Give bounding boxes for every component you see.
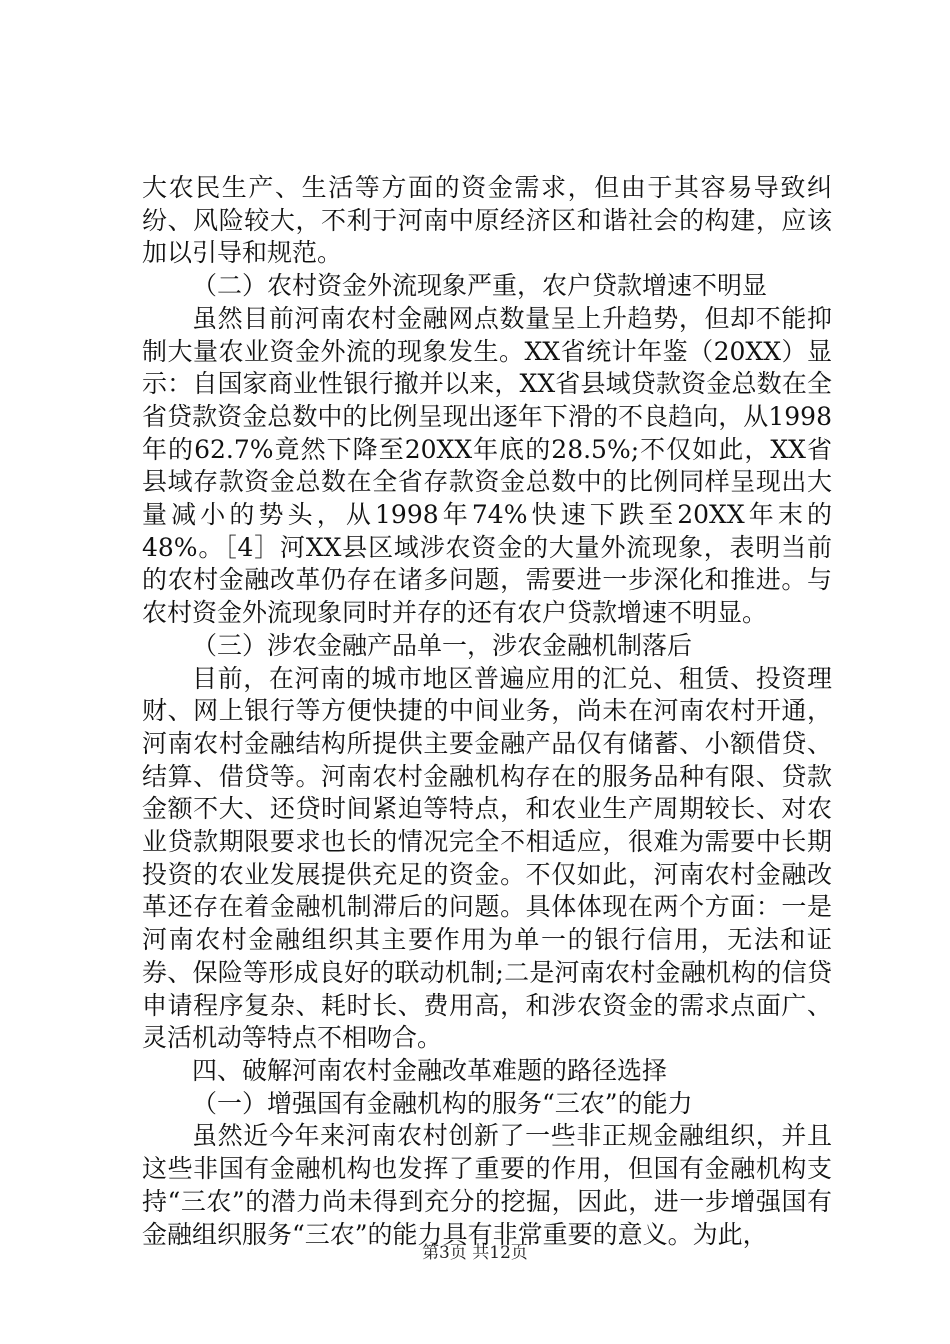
page-footer: 第3页 共12页 [422, 1243, 528, 1263]
paragraph-3: 虽然目前河南农村金融网点数量呈上升趋势，但却不能抑制大量农业资金外流的现象发生。XX省统计年鉴（20XX）显示：自国家商业性银行撤并以来，XX省县域贷款资金总数在全省贷款资金总数中的比例呈现出逐年下滑的不良趋向，从1998年的62.7%竟然下降至20XX年底的28.5%;不仅如此，XX省县域存款资金总数在全省存款资金总数中的比例同样呈现出大量减小的势头，从1998年74%快速下跌至20XX年末的48%。［4］河XX县区域涉农资金的大量外流现象，表明当前的农村金融改革仍存在诸多问题，需要进一步深化和推进。与农村资金外流现象同时并存的还有农户贷款增速不明显。 [142, 303, 832, 628]
section-heading-3: （三）涉农金融产品单一，涉农金融机制落后 [192, 630, 693, 660]
section-heading-4-1: （一）增强国有金融机构的服务“三农”的能力 [192, 1088, 693, 1118]
paragraph-5: 目前，在河南的城市地区普遍应用的汇兑、租赁、投资理财、网上银行等方便快捷的中间业务，尚未在河南农村开通，河南农村金融结构所提供主要金融产品仅有储蓄、小额借贷、结算、借贷等。河南农村金融机构存在的服务品种有限、贷款金额不大、还贷时间紧迫等特点，和农业生产周期较长、对农业贷款期限要求也长的情况完全不相适应，很难为需要中长期投资的农业发展提供充足的资金。不仅如此，河南农村金融改革还存在着金融机制滞后的问题。具体体现在两个方面：一是河南农村金融组织其主要作用为单一的银行信用，无法和证券、保险等形成良好的联动机制;二是河南农村金融机构的信贷申请程序复杂、耗时长、费用高，和涉农资金的需求点面广、灵活机动等特点不相吻合。 [142, 663, 832, 1053]
section-heading-2: （二）农村资金外流现象严重，农户贷款增速不明显 [192, 271, 768, 301]
paragraph-1: 大农民生产、生活等方面的资金需求，但由于其容易导致纠纷、风险较大，不利于河南中原经济区和谐社会的构建，应该加以引导和规范。 [142, 173, 832, 268]
paragraph-8: 虽然近今年来河南农村创新了一些非正规金融组织，并且这些非国有金融机构也发挥了重要的作用，但国有金融机构支持“三农”的潜力尚未得到充分的挖掘，因此，进一步增强国有金融组织服务“三农”的能力具有非常重要的意义。为此， [142, 1121, 832, 1249]
document-body [142, 172, 832, 1251]
chapter-heading-4: 四、破解河南农村金融改革难题的路径选择 [192, 1055, 668, 1085]
